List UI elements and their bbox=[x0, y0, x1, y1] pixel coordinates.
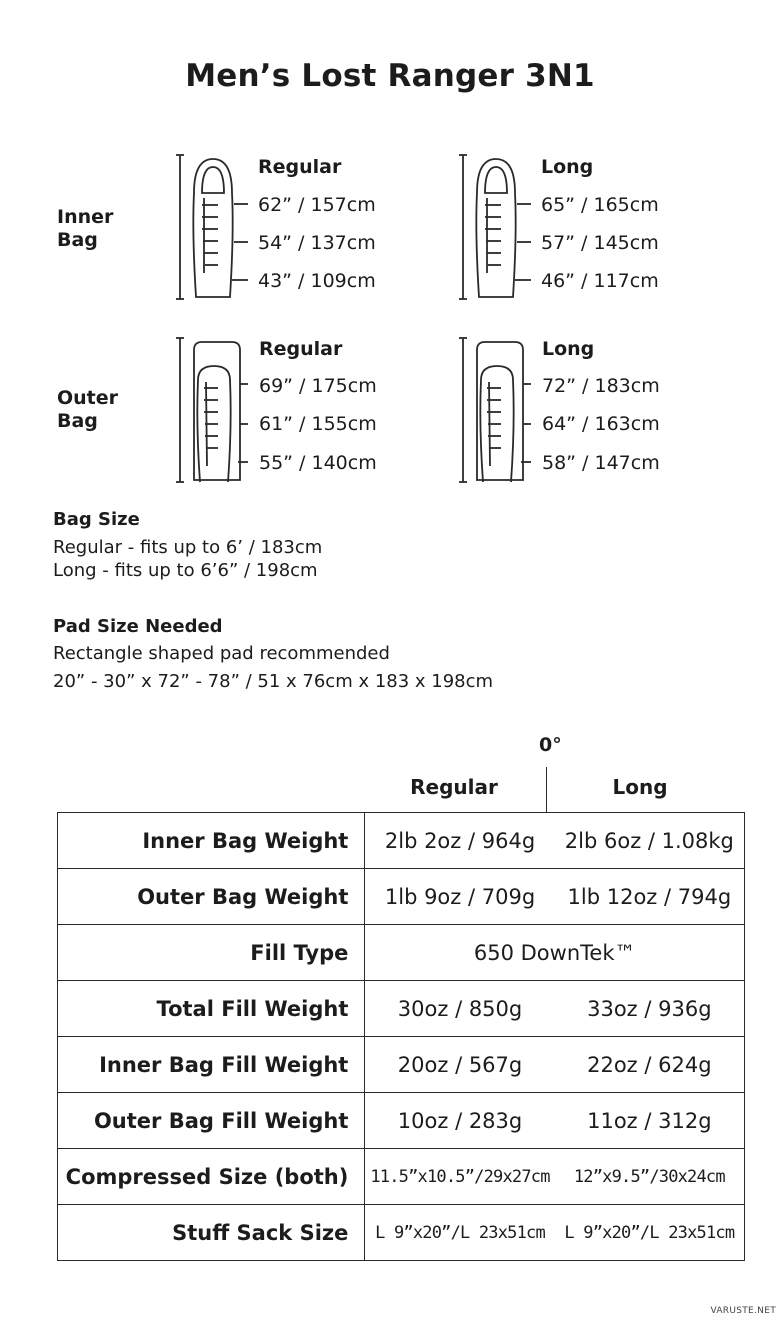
outer-long-measure-3: 58” / 147cm bbox=[542, 452, 660, 474]
temperature-rating: 0° bbox=[539, 734, 562, 756]
outer-bag-label-line2: Bag bbox=[57, 410, 98, 432]
column-header-regular: Regular bbox=[410, 775, 498, 799]
row-label: Fill Type bbox=[58, 925, 365, 981]
row-label: Stuff Sack Size bbox=[58, 1205, 365, 1261]
outer-regular-measure-1: 69” / 175cm bbox=[259, 375, 377, 397]
outer-regular-measure-3: 55” / 140cm bbox=[259, 452, 377, 474]
outer-long-measure-2: 64” / 163cm bbox=[542, 413, 660, 435]
regular-value: L 9”x20”/L 23x51cm bbox=[365, 1205, 555, 1261]
outer-bag-label-line1: Outer bbox=[57, 387, 119, 409]
outer-regular-heading: Regular bbox=[259, 338, 343, 360]
regular-value: 30oz / 850g bbox=[365, 981, 555, 1037]
long-value: 1lb 12oz / 794g bbox=[555, 869, 745, 925]
table-row bbox=[58, 1205, 745, 1261]
column-divider bbox=[546, 767, 547, 812]
regular-value: 1lb 9oz / 709g bbox=[365, 869, 555, 925]
long-value: L 9”x20”/L 23x51cm bbox=[555, 1205, 745, 1261]
table-row bbox=[58, 981, 745, 1037]
inner-regular-measure-2: 54” / 137cm bbox=[258, 232, 376, 254]
bag-size-heading: Bag Size bbox=[53, 509, 140, 530]
table-row bbox=[58, 1093, 745, 1149]
table-row bbox=[58, 925, 745, 981]
inner-long-measure-1: 65” / 165cm bbox=[541, 194, 659, 216]
inner-regular-measure-3: 43” / 109cm bbox=[258, 270, 376, 292]
bag-size-line-1: Regular - fits up to 6’ / 183cm bbox=[53, 537, 323, 558]
table-row bbox=[58, 869, 745, 925]
regular-value: 10oz / 283g bbox=[365, 1093, 555, 1149]
long-value: 12”x9.5”/30x24cm bbox=[555, 1149, 745, 1205]
inner-long-measure-2: 57” / 145cm bbox=[541, 232, 659, 254]
outer-long-measure-1: 72” / 183cm bbox=[542, 375, 660, 397]
row-label: Inner Bag Weight bbox=[58, 813, 365, 869]
table-row bbox=[58, 1149, 745, 1205]
regular-value: 2lb 2oz / 964g bbox=[365, 813, 555, 869]
row-label: Outer Bag Weight bbox=[58, 869, 365, 925]
outer-bag-label bbox=[57, 387, 118, 433]
table-row bbox=[58, 1037, 745, 1093]
column-header-long: Long bbox=[612, 775, 668, 799]
regular-value: 20oz / 567g bbox=[365, 1037, 555, 1093]
inner-long-heading: Long bbox=[541, 156, 594, 178]
long-value: 11oz / 312g bbox=[555, 1093, 745, 1149]
mummy-sleeping-bag-icon bbox=[174, 153, 254, 303]
outer-long-heading: Long bbox=[542, 338, 595, 360]
mummy-sleeping-bag-icon bbox=[457, 153, 537, 303]
inner-regular-measure-1: 62” / 157cm bbox=[258, 194, 376, 216]
inner-long-measure-3: 46” / 117cm bbox=[541, 270, 659, 292]
regular-value: 11.5”x10.5”/29x27cm bbox=[365, 1149, 555, 1205]
page-title: Men’s Lost Ranger 3N1 bbox=[185, 58, 595, 94]
long-value: 2lb 6oz / 1.08kg bbox=[555, 813, 745, 869]
pad-size-line-2: 20” - 30” x 72” - 78” / 51 x 76cm x 183 x 198cm bbox=[53, 671, 494, 692]
bag-size-line-2: Long - fits up to 6’6” / 198cm bbox=[53, 560, 318, 581]
pad-size-heading: Pad Size Needed bbox=[53, 616, 223, 637]
fill-type-value: 650 DownTek™ bbox=[365, 925, 745, 981]
inner-regular-heading: Regular bbox=[258, 156, 342, 178]
watermark: VARUSTE.NET bbox=[710, 1306, 776, 1316]
long-value: 22oz / 624g bbox=[555, 1037, 745, 1093]
outer-regular-measure-2: 61” / 155cm bbox=[259, 413, 377, 435]
inner-bag-label bbox=[57, 206, 113, 252]
row-label: Total Fill Weight bbox=[58, 981, 365, 1037]
long-value: 33oz / 936g bbox=[555, 981, 745, 1037]
spec-table bbox=[57, 812, 745, 1261]
row-label: Inner Bag Fill Weight bbox=[58, 1037, 365, 1093]
pad-size-line-1: Rectangle shaped pad recommended bbox=[53, 643, 390, 664]
row-label: Compressed Size (both) bbox=[58, 1149, 365, 1205]
outer-sleeping-bag-icon bbox=[457, 336, 537, 486]
table-row bbox=[58, 813, 745, 869]
inner-bag-label-line1: Inner bbox=[57, 206, 114, 228]
inner-bag-label-line2: Bag bbox=[57, 229, 98, 251]
outer-sleeping-bag-icon bbox=[174, 336, 254, 486]
row-label: Outer Bag Fill Weight bbox=[58, 1093, 365, 1149]
